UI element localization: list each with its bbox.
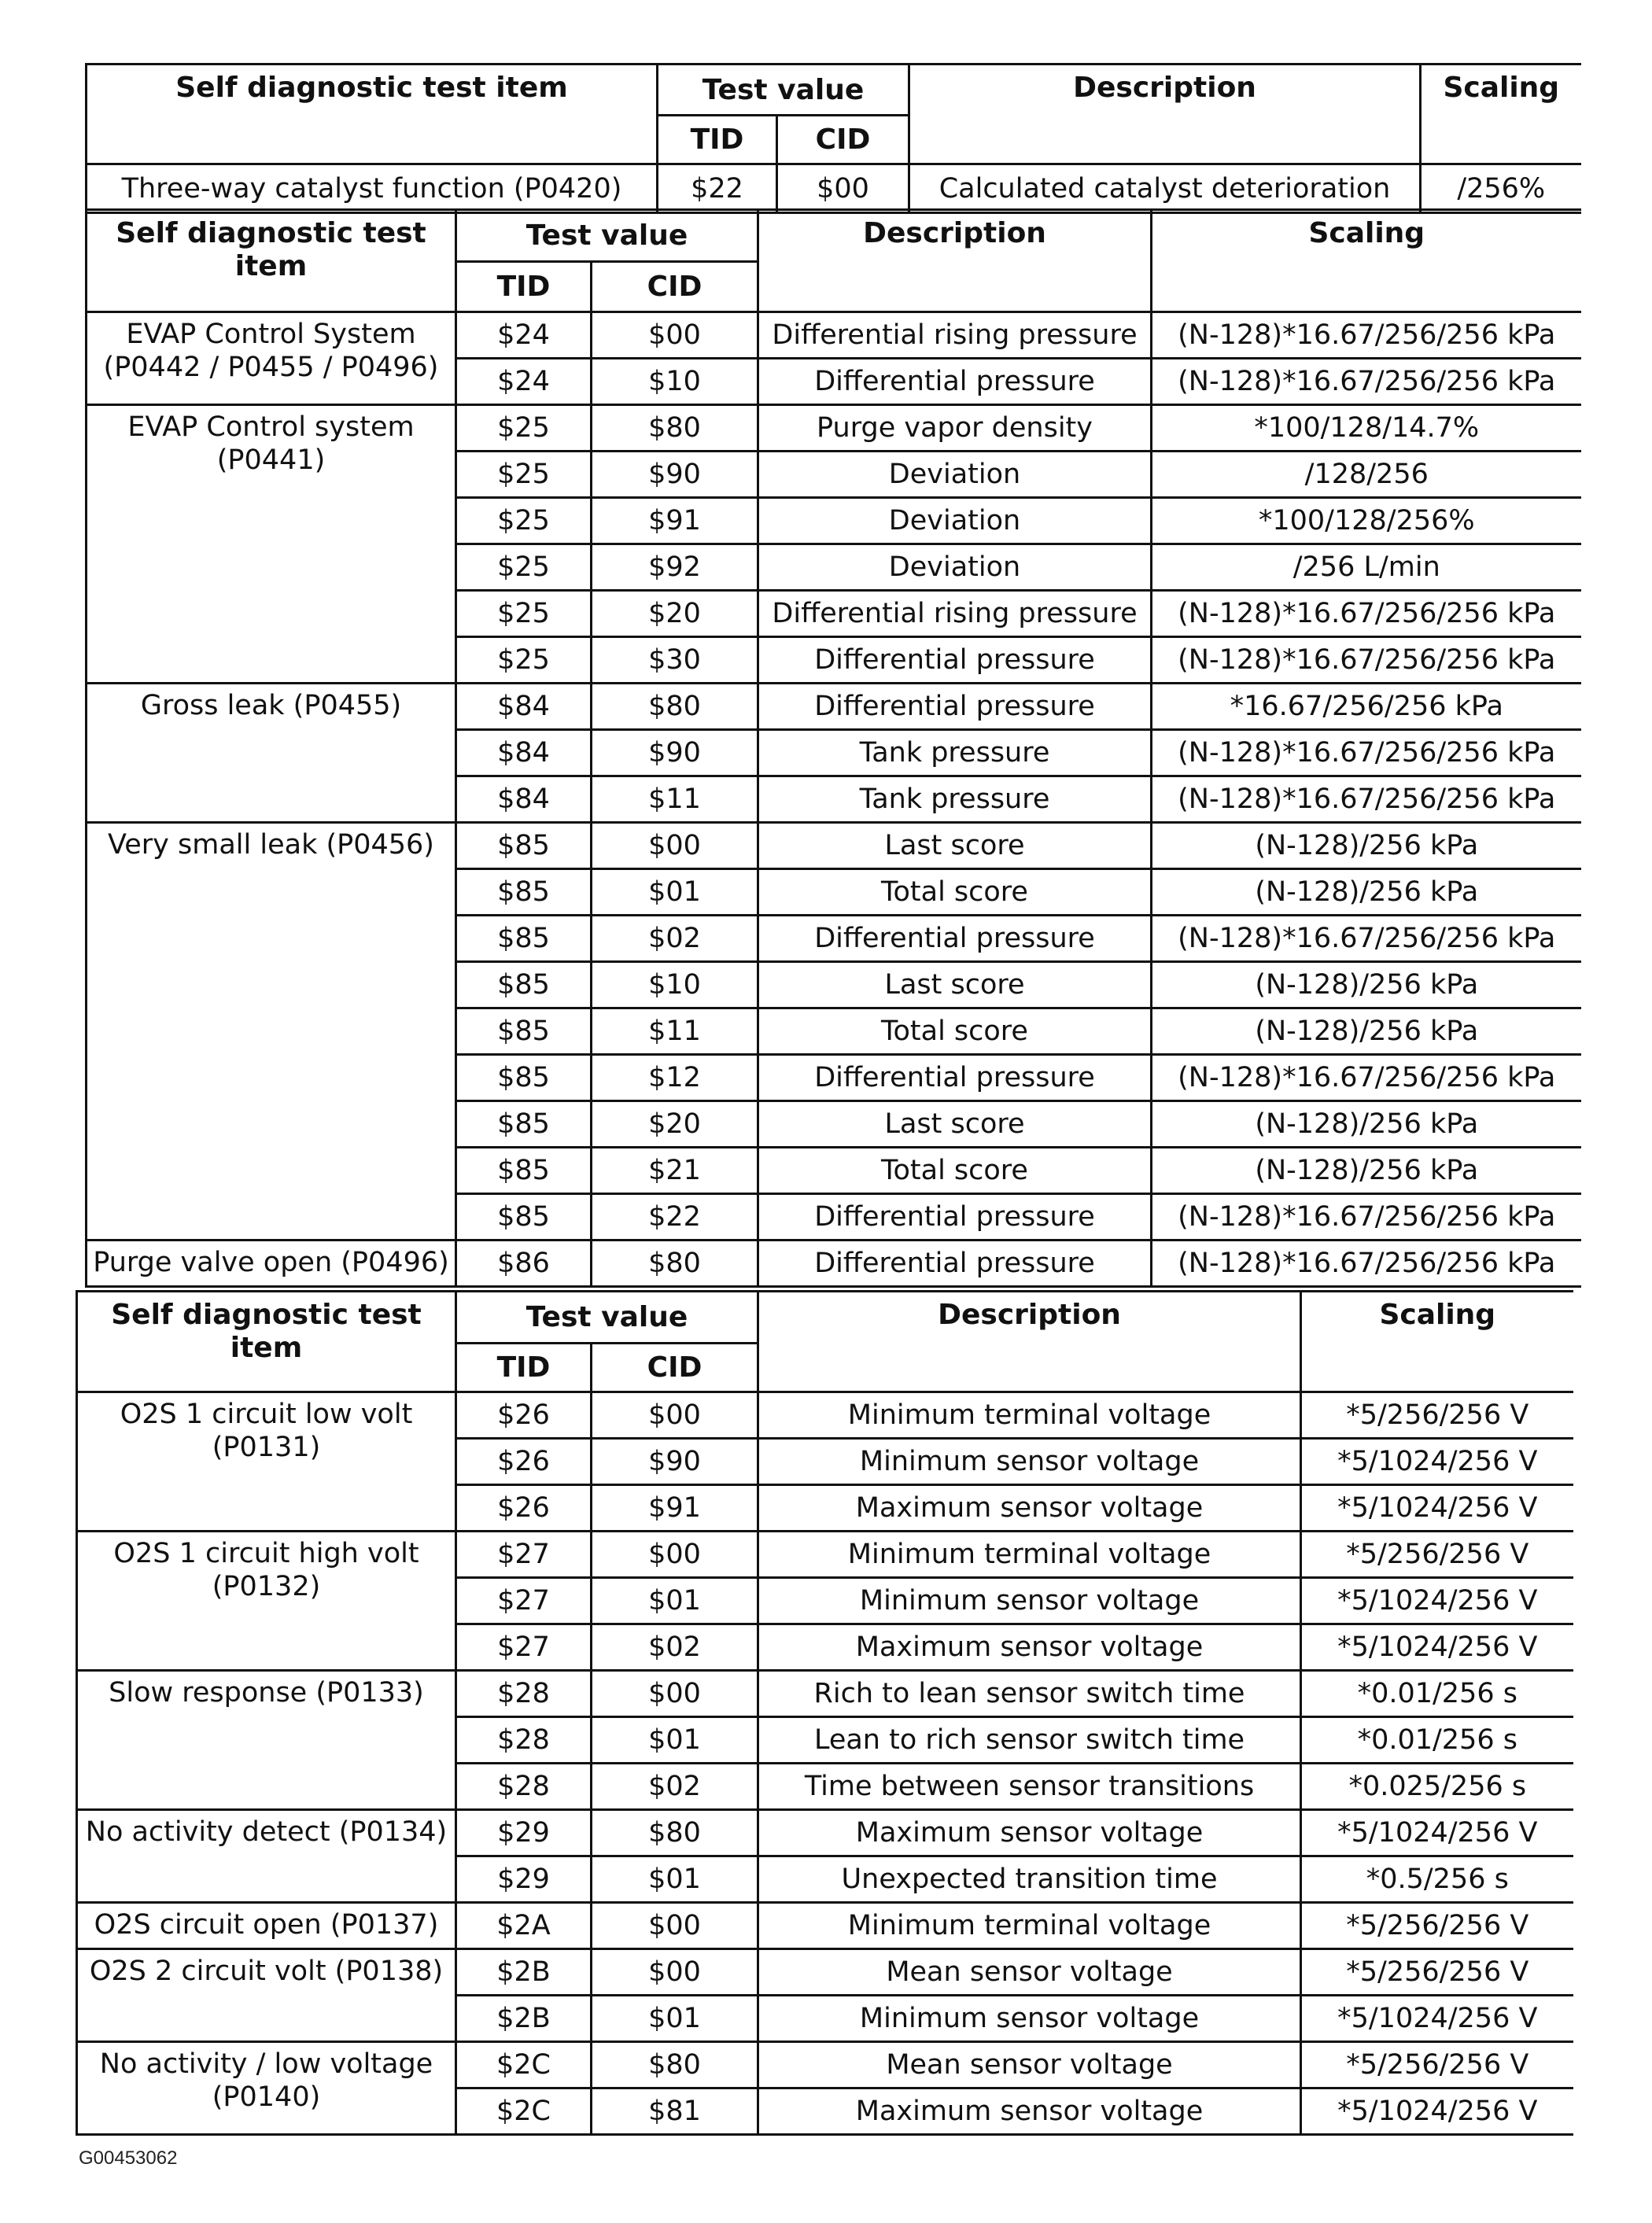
description-cell: Minimum terminal voltage <box>758 1532 1301 1578</box>
description-cell: Calculated catalyst deterioration <box>909 164 1421 213</box>
tid-cell: $85 <box>456 916 592 962</box>
cid-cell: $00 <box>592 1949 758 1996</box>
tid-cell: $85 <box>456 1148 592 1194</box>
table-row <box>87 164 1581 213</box>
cid-cell: $80 <box>592 684 758 730</box>
header-tid: TID <box>456 1344 592 1392</box>
header-scaling: Scaling <box>1421 65 1581 164</box>
scaling-cell: (N-128)*16.67/256/256 kPa <box>1152 1241 1581 1287</box>
scaling-cell: *100/128/256% <box>1152 498 1581 544</box>
test-item-cell: O2S circuit open (P0137) <box>77 1903 456 1949</box>
cid-cell: $80 <box>592 1810 758 1856</box>
scaling-cell: *0.5/256 s <box>1301 1856 1573 1903</box>
table-row <box>77 1671 1573 1717</box>
tid-cell: $85 <box>456 823 592 869</box>
header-test-value: Test value <box>658 65 909 116</box>
description-cell: Total score <box>758 1148 1152 1194</box>
scaling-cell: (N-128)*16.67/256/256 kPa <box>1152 776 1581 823</box>
cid-cell: $80 <box>592 405 758 452</box>
description-cell: Maximum sensor voltage <box>758 1624 1301 1671</box>
description-cell: Unexpected transition time <box>758 1856 1301 1903</box>
test-item-cell: EVAP Control system (P0441) <box>87 405 456 684</box>
tid-cell: $25 <box>456 498 592 544</box>
test-item-cell: Gross leak (P0455) <box>87 684 456 823</box>
tid-cell: $25 <box>456 637 592 684</box>
description-cell: Differential rising pressure <box>758 312 1152 359</box>
scaling-cell: (N-128)/256 kPa <box>1152 1148 1581 1194</box>
scaling-cell: (N-128)*16.67/256/256 kPa <box>1152 359 1581 405</box>
cid-cell: $20 <box>592 1101 758 1148</box>
scaling-cell: *0.01/256 s <box>1301 1717 1573 1764</box>
tid-cell: $85 <box>456 1055 592 1101</box>
header-item: Self diagnostic test item <box>87 210 456 312</box>
cid-cell: $01 <box>592 1856 758 1903</box>
tid-cell: $2B <box>456 1949 592 1996</box>
description-cell: Minimum sensor voltage <box>758 1996 1301 2042</box>
tid-cell: $28 <box>456 1671 592 1717</box>
tid-cell: $27 <box>456 1532 592 1578</box>
cid-cell: $91 <box>592 1485 758 1532</box>
cid-cell: $11 <box>592 1008 758 1055</box>
tid-cell: $28 <box>456 1764 592 1810</box>
scaling-cell: (N-128)*16.67/256/256 kPa <box>1152 916 1581 962</box>
header-description: Description <box>758 210 1152 312</box>
tid-cell: $85 <box>456 1101 592 1148</box>
description-cell: Purge vapor density <box>758 405 1152 452</box>
test-item-cell: Three-way catalyst function (P0420) <box>87 164 658 213</box>
tid-cell: $2A <box>456 1903 592 1949</box>
scaling-cell: *5/1024/256 V <box>1301 1439 1573 1485</box>
tid-cell: $24 <box>456 359 592 405</box>
tid-cell: $85 <box>456 1194 592 1241</box>
scaling-cell: *5/256/256 V <box>1301 1949 1573 1996</box>
cid-cell: $92 <box>592 544 758 591</box>
scaling-cell: *5/1024/256 V <box>1301 1810 1573 1856</box>
test-item-cell: EVAP Control System (P0442 / P0455 / P0496) <box>87 312 456 405</box>
table-row <box>77 1903 1573 1949</box>
tid-cell: $27 <box>456 1578 592 1624</box>
cid-cell: $00 <box>592 1392 758 1439</box>
scaling-cell: *5/1024/256 V <box>1301 1996 1573 2042</box>
description-cell: Lean to rich sensor switch time <box>758 1717 1301 1764</box>
description-cell: Differential pressure <box>758 684 1152 730</box>
scaling-cell: (N-128)/256 kPa <box>1152 1008 1581 1055</box>
table-row <box>77 2042 1573 2088</box>
tid-cell: $25 <box>456 591 592 637</box>
scaling-cell: /256 L/min <box>1152 544 1581 591</box>
cid-cell: $20 <box>592 591 758 637</box>
description-cell: Last score <box>758 1101 1152 1148</box>
description-cell: Deviation <box>758 498 1152 544</box>
cid-cell: $90 <box>592 1439 758 1485</box>
scaling-cell: /256% <box>1421 164 1581 213</box>
cid-cell: $02 <box>592 916 758 962</box>
description-cell: Differential pressure <box>758 916 1152 962</box>
cid-cell: $81 <box>592 2088 758 2135</box>
table-row <box>87 684 1581 730</box>
tid-cell: $25 <box>456 452 592 498</box>
cid-cell: $10 <box>592 359 758 405</box>
scaling-cell: (N-128)*16.67/256/256 kPa <box>1152 312 1581 359</box>
description-cell: Minimum terminal voltage <box>758 1392 1301 1439</box>
table-row <box>87 312 1581 359</box>
tid-cell: $29 <box>456 1856 592 1903</box>
header-cid: CID <box>592 262 758 312</box>
tid-cell: $2C <box>456 2088 592 2135</box>
tid-cell: $22 <box>658 164 777 213</box>
tid-cell: $84 <box>456 776 592 823</box>
scaling-cell: *16.67/256/256 kPa <box>1152 684 1581 730</box>
header-tid: TID <box>456 262 592 312</box>
description-cell: Differential pressure <box>758 1241 1152 1287</box>
tid-cell: $2C <box>456 2042 592 2088</box>
description-cell: Differential pressure <box>758 1055 1152 1101</box>
scaling-cell: *5/1024/256 V <box>1301 1485 1573 1532</box>
description-cell: Differential pressure <box>758 637 1152 684</box>
tid-cell: $26 <box>456 1392 592 1439</box>
cid-cell: $11 <box>592 776 758 823</box>
description-cell: Last score <box>758 962 1152 1008</box>
tid-cell: $26 <box>456 1485 592 1532</box>
cid-cell: $12 <box>592 1055 758 1101</box>
cid-cell: $01 <box>592 1578 758 1624</box>
cid-cell: $00 <box>592 312 758 359</box>
cid-cell: $90 <box>592 452 758 498</box>
test-item-cell: No activity detect (P0134) <box>77 1810 456 1903</box>
scaling-cell: (N-128)/256 kPa <box>1152 1101 1581 1148</box>
table-row <box>87 1241 1581 1287</box>
tid-cell: $2B <box>456 1996 592 2042</box>
description-cell: Tank pressure <box>758 776 1152 823</box>
scaling-cell: (N-128)*16.67/256/256 kPa <box>1152 1194 1581 1241</box>
tid-cell: $28 <box>456 1717 592 1764</box>
cid-cell: $01 <box>592 869 758 916</box>
tid-cell: $84 <box>456 684 592 730</box>
header-item: Self diagnostic test item <box>77 1292 456 1392</box>
cid-cell: $00 <box>592 823 758 869</box>
scaling-cell: (N-128)*16.67/256/256 kPa <box>1152 637 1581 684</box>
cid-cell: $00 <box>592 1532 758 1578</box>
tid-cell: $25 <box>456 544 592 591</box>
tid-cell: $25 <box>456 405 592 452</box>
description-cell: Rich to lean sensor switch time <box>758 1671 1301 1717</box>
tid-cell: $85 <box>456 1008 592 1055</box>
scaling-cell: *0.025/256 s <box>1301 1764 1573 1810</box>
header-cid: CID <box>777 116 909 164</box>
scaling-cell: *5/1024/256 V <box>1301 1624 1573 1671</box>
test-item-cell: Purge valve open (P0496) <box>87 1241 456 1287</box>
tid-cell: $86 <box>456 1241 592 1287</box>
description-cell: Maximum sensor voltage <box>758 2088 1301 2135</box>
test-item-cell: Very small leak (P0456) <box>87 823 456 1241</box>
cid-cell: $30 <box>592 637 758 684</box>
scaling-cell: /128/256 <box>1152 452 1581 498</box>
header-scaling: Scaling <box>1152 210 1581 312</box>
tid-cell: $84 <box>456 730 592 776</box>
header-scaling: Scaling <box>1301 1292 1573 1392</box>
description-cell: Differential pressure <box>758 359 1152 405</box>
tid-cell: $24 <box>456 312 592 359</box>
tid-cell: $29 <box>456 1810 592 1856</box>
cid-cell: $01 <box>592 1717 758 1764</box>
cid-cell: $90 <box>592 730 758 776</box>
scaling-cell: (N-128)/256 kPa <box>1152 869 1581 916</box>
description-cell: Time between sensor transitions <box>758 1764 1301 1810</box>
header-description: Description <box>909 65 1421 164</box>
table-row <box>87 405 1581 452</box>
header-tid: TID <box>658 116 777 164</box>
scaling-cell: (N-128)*16.67/256/256 kPa <box>1152 730 1581 776</box>
figure-id: G00453062 <box>79 2147 178 2169</box>
header-description: Description <box>758 1292 1301 1392</box>
test-item-cell: O2S 2 circuit volt (P0138) <box>77 1949 456 2042</box>
tid-cell: $27 <box>456 1624 592 1671</box>
cid-cell: $80 <box>592 1241 758 1287</box>
cid-cell: $02 <box>592 1624 758 1671</box>
description-cell: Tank pressure <box>758 730 1152 776</box>
description-cell: Maximum sensor voltage <box>758 1810 1301 1856</box>
tid-cell: $85 <box>456 869 592 916</box>
tid-cell: $26 <box>456 1439 592 1485</box>
catalyst-test-table <box>85 63 1581 214</box>
cid-cell: $91 <box>592 498 758 544</box>
scaling-cell: (N-128)/256 kPa <box>1152 823 1581 869</box>
header-cid: CID <box>592 1344 758 1392</box>
description-cell: Differential rising pressure <box>758 591 1152 637</box>
scaling-cell: *0.01/256 s <box>1301 1671 1573 1717</box>
test-item-cell: O2S 1 circuit high volt (P0132) <box>77 1532 456 1671</box>
table-row <box>77 1532 1573 1578</box>
header-test-value: Test value <box>456 1292 758 1344</box>
scaling-cell: *5/256/256 V <box>1301 1532 1573 1578</box>
description-cell: Minimum sensor voltage <box>758 1439 1301 1485</box>
header-item: Self diagnostic test item <box>87 65 658 164</box>
cid-cell: $02 <box>592 1764 758 1810</box>
header-test-value: Test value <box>456 210 758 262</box>
description-cell: Deviation <box>758 452 1152 498</box>
table-row <box>77 1392 1573 1439</box>
scaling-cell: *5/1024/256 V <box>1301 1578 1573 1624</box>
description-cell: Last score <box>758 823 1152 869</box>
scaling-cell: *5/256/256 V <box>1301 2042 1573 2088</box>
test-item-cell: No activity / low voltage (P0140) <box>77 2042 456 2135</box>
evap-test-table <box>85 208 1581 1288</box>
cid-cell: $00 <box>777 164 909 213</box>
cid-cell: $21 <box>592 1148 758 1194</box>
cid-cell: $80 <box>592 2042 758 2088</box>
description-cell: Minimum terminal voltage <box>758 1903 1301 1949</box>
table-row <box>77 1810 1573 1856</box>
scaling-cell: (N-128)/256 kPa <box>1152 962 1581 1008</box>
scaling-cell: *5/1024/256 V <box>1301 2088 1573 2135</box>
tid-cell: $85 <box>456 962 592 1008</box>
cid-cell: $22 <box>592 1194 758 1241</box>
test-item-cell: Slow response (P0133) <box>77 1671 456 1810</box>
scaling-cell: *5/256/256 V <box>1301 1392 1573 1439</box>
description-cell: Mean sensor voltage <box>758 1949 1301 1996</box>
table-row <box>87 823 1581 869</box>
scaling-cell: (N-128)*16.67/256/256 kPa <box>1152 591 1581 637</box>
description-cell: Minimum sensor voltage <box>758 1578 1301 1624</box>
scaling-cell: *5/256/256 V <box>1301 1903 1573 1949</box>
scaling-cell: *100/128/14.7% <box>1152 405 1581 452</box>
scaling-cell: (N-128)*16.67/256/256 kPa <box>1152 1055 1581 1101</box>
cid-cell: $10 <box>592 962 758 1008</box>
cid-cell: $01 <box>592 1996 758 2042</box>
description-cell: Differential pressure <box>758 1194 1152 1241</box>
description-cell: Maximum sensor voltage <box>758 1485 1301 1532</box>
o2-sensor-test-table <box>76 1290 1573 2136</box>
description-cell: Mean sensor voltage <box>758 2042 1301 2088</box>
description-cell: Deviation <box>758 544 1152 591</box>
description-cell: Total score <box>758 869 1152 916</box>
description-cell: Total score <box>758 1008 1152 1055</box>
test-item-cell: O2S 1 circuit low volt (P0131) <box>77 1392 456 1532</box>
cid-cell: $00 <box>592 1671 758 1717</box>
table-row <box>77 1949 1573 1996</box>
cid-cell: $00 <box>592 1903 758 1949</box>
